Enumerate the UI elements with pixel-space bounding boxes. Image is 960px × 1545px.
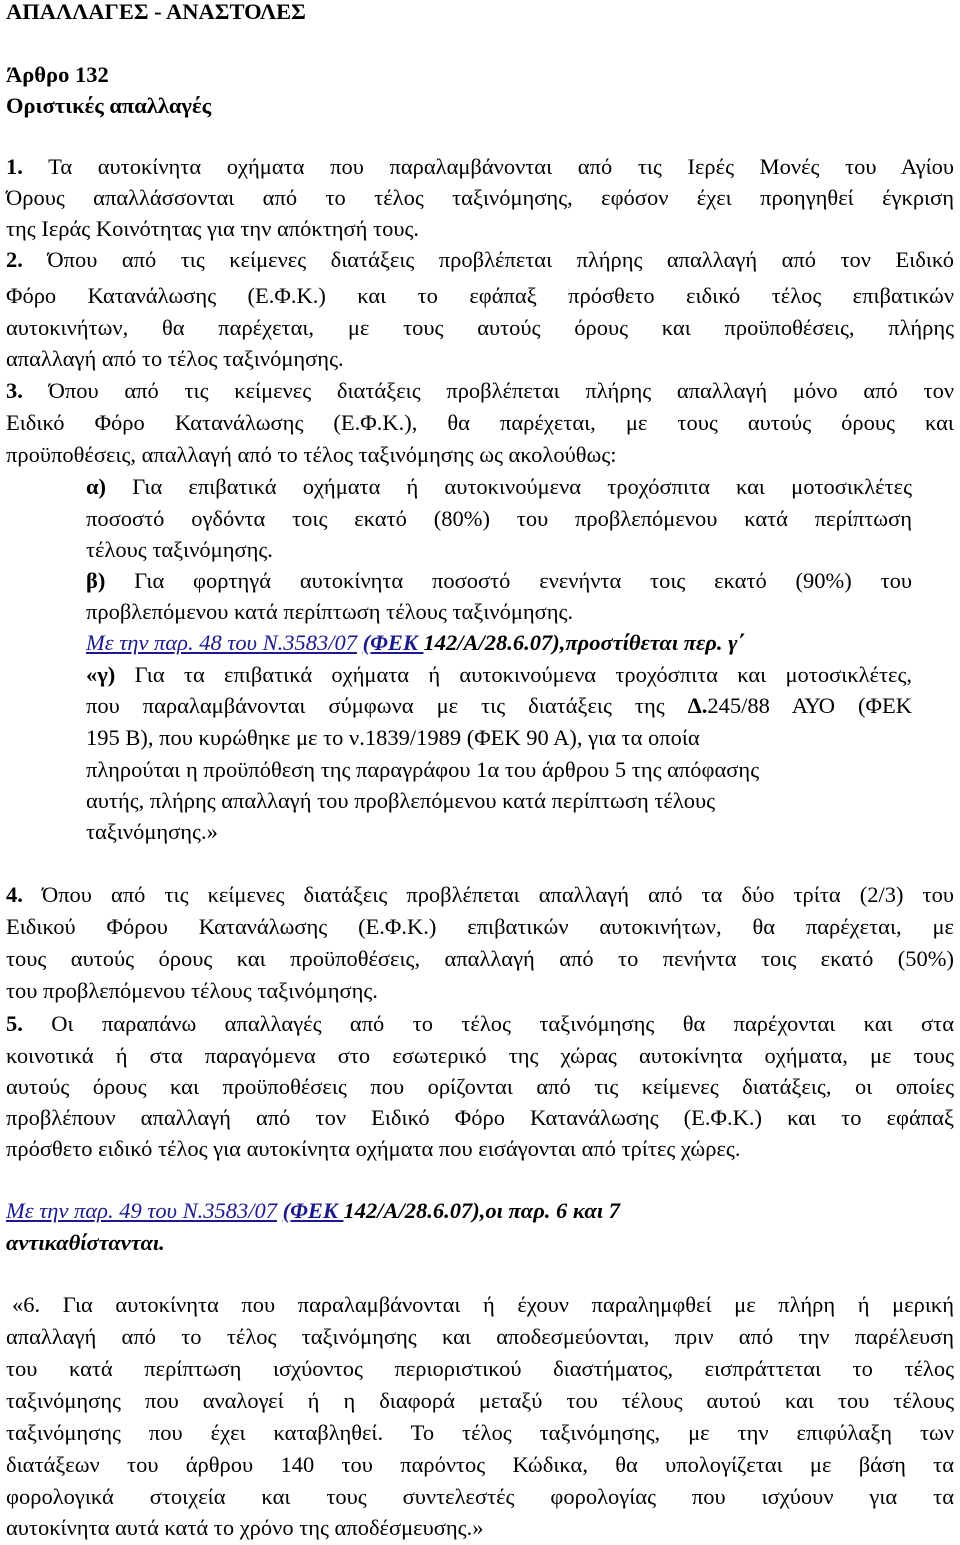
- paragraph-1-line: της Ιεράς Κοινότητας για την απόκτησή τους.: [6, 216, 420, 241]
- paragraph-5-line: προβλέπουν απαλλαγή από τον Ειδικό Φόρο Κατανάλωσης (Ε.Φ.Κ.) και το εφάπαξ: [6, 1105, 954, 1130]
- paragraph-3-line: Ειδικό Φόρο Κατανάλωσης (Ε.Φ.Κ.), θα παρέχεται, με τους αυτούς όρους και: [6, 410, 954, 435]
- paragraph-1-line: 1. Τα αυτοκίνητα οχήματα που παραλαμβάνονται από τις Ιερές Μονές του Αγίου: [6, 154, 955, 179]
- paragraph-number: 3.: [6, 378, 23, 403]
- paragraph-6-line: αυτοκίνητα αυτά κατά το χρόνο της αποδέσμευσης.»: [6, 1515, 484, 1540]
- paragraph-4-line: τους αυτούς όρους και προϋποθέσεις, απαλλαγή από το πενήντα τοις εκατό (50%): [6, 946, 954, 971]
- law-reference-link[interactable]: Με την παρ. 48 του Ν.3583/07: [86, 630, 357, 655]
- subparagraph-a-line: α) Για επιβατικά οχήματα ή αυτοκινούμενα τροχόσπιτα και μοτοσικλέτες: [86, 474, 913, 499]
- fek-reference-link[interactable]: (ΦΕΚ: [282, 1198, 344, 1223]
- paragraph-5-line: πρόσθετο ειδικό τέλος για αυτοκίνητα οχήματα που εισάγονται από τρίτες χώρες.: [6, 1136, 741, 1161]
- subparagraph-g-line: αυτής, πλήρης απαλλαγή του προβλεπόμενου κατά περίπτωση τέλους: [86, 788, 716, 813]
- paragraph-6-line: του κατά περίπτωση ισχύοντος περιοριστικού διαστήματος, εισπράττεται το τέλος: [6, 1356, 954, 1381]
- paragraph-5-line: κοινοτικά ή στα παραγόμενα στο εσωτερικό της χώρας αυτοκίνητα οχήματα, με τους: [6, 1043, 954, 1068]
- paragraph-3-line: προϋποθέσεις, απαλλαγή από το τέλος ταξινόμησης ως ακολούθως:: [6, 442, 617, 467]
- paragraph-number: 1.: [6, 154, 23, 179]
- article-title: Οριστικές απαλλαγές: [6, 93, 212, 118]
- subparagraph-label: β): [86, 568, 106, 593]
- paragraph-2-line: 2. Όπου από τις κείμενες διατάξεις προβλέπεται πλήρης απαλλαγή από τον Ειδικό: [6, 247, 955, 272]
- amendment-note: Με την παρ. 48 του Ν.3583/07 (ΦΕΚ 142/Α/28.6.07),προστίθεται περ. γ΄: [86, 630, 745, 655]
- paragraph-5-line: αυτούς όρους και προϋποθέσεις που ορίζονται από τις κείμενες διατάξεις, οι οποίες: [6, 1074, 954, 1099]
- article-number: Άρθρο 132: [6, 62, 109, 87]
- paragraph-2-line: Φόρο Κατανάλωσης (Ε.Φ.Κ.) και το εφάπαξ πρόσθετο ειδικό τέλος επιβατικών: [6, 283, 954, 308]
- paragraph-number: 2.: [6, 247, 23, 272]
- paragraph-2-line: απαλλαγή από το τέλος ταξινόμησης.: [6, 346, 344, 371]
- subparagraph-a-line: τέλους ταξινόμησης.: [86, 537, 273, 562]
- paragraph-3-line: 3. Όπου από τις κείμενες διατάξεις προβλέπεται πλήρης απαλλαγή μόνο από τον: [6, 378, 954, 403]
- paragraph-5-line: 5. Οι παραπάνω απαλλαγές από το τέλος ταξινόμησης θα παρέχονται και στα: [6, 1011, 955, 1036]
- subparagraph-g-line: που παραλαμβάνονται σύμφωνα με τις διατάξεις της Δ.245/88 ΑΥΟ (ΦΕΚ: [86, 693, 912, 718]
- paragraph-6-line: απαλλαγή από το τέλος ταξινόμησης και αποδεσμεύονται, πριν από την παρέλευση: [6, 1324, 954, 1349]
- amendment-note: Με την παρ. 49 του Ν.3583/07 (ΦΕΚ 142/Α/28.6.07),οι παρ. 6 και 7: [6, 1198, 620, 1223]
- subparagraph-b-line: β) Για φορτηγά αυτοκίνητα ποσοστό ενενήντα τοις εκατό (90%) του: [86, 568, 913, 593]
- subparagraph-label: α): [86, 474, 107, 499]
- subparagraph-a-line: ποσοστό ογδόντα τοις εκατό (80%) του προβλεπόμενου κατά περίπτωση: [86, 506, 912, 531]
- fek-reference-link[interactable]: (ΦΕΚ: [362, 630, 424, 655]
- subparagraph-g-line: ταξινόμησης.»: [86, 819, 218, 844]
- subparagraph-g-line: 195 Β), που κυρώθηκε με το ν.1839/1989 (ΦΕΚ 90 Α), για τα οποία: [86, 725, 700, 750]
- paragraph-6-line: ταξινόμησης που αναλογεί ή η διαφορά μεταξύ του τέλους αυτού και του τέλους: [6, 1388, 954, 1413]
- paragraph-2-line: αυτοκινήτων, θα παρέχεται, με τους αυτούς όρους και προϋποθέσεις, πλήρης: [6, 315, 954, 340]
- law-reference-link[interactable]: Με την παρ. 49 του Ν.3583/07: [6, 1198, 277, 1223]
- paragraph-6-line: φορολογικά στοιχεία και τους συντελεστές φορολογίας που ισχύουν για τα: [6, 1484, 954, 1509]
- subparagraph-g-line: πληρούται η προϋπόθεση της παραγράφου 1α του άρθρου 5 της απόφασης: [86, 757, 760, 782]
- paragraph-6-line: «6. Για αυτοκίνητα που παραλαμβάνονται ή έχουν παραλημφθεί με πλήρη ή μερική: [12, 1292, 954, 1317]
- paragraph-6-line: διατάξεων του άρθρου 140 του παρόντος Κώδικα, θα υπολογίζεται με βάση τα: [6, 1452, 954, 1477]
- subparagraph-b-line: προβλεπόμενου κατά περίπτωση τέλους ταξινόμησης.: [86, 599, 574, 624]
- paragraph-1-line: Όρους απαλλάσσονται από το τέλος ταξινόμησης, εφόσον έχει προηγηθεί έγκριση: [6, 185, 954, 210]
- paragraph-4-line: Ειδικού Φόρου Κατανάλωσης (Ε.Φ.Κ.) επιβατικών αυτοκινήτων, θα παρέχεται, με: [6, 914, 954, 939]
- paragraph-number: 5.: [6, 1011, 23, 1036]
- amendment-note-continuation: αντικαθίστανται.: [6, 1230, 165, 1255]
- paragraph-number: 4.: [6, 882, 23, 907]
- document-heading: ΑΠΑΛΛΑΓΕΣ - ΑΝΑΣΤΟΛΕΣ: [6, 0, 306, 24]
- subparagraph-label: «γ): [86, 662, 116, 687]
- paragraph-4-line: 4. Όπου από τις κείμενες διατάξεις προβλέπεται απαλλαγή από τα δύο τρίτα (2/3) του: [6, 882, 954, 907]
- paragraph-6-line: ταξινόμησης που έχει καταβληθεί. Το τέλος ταξινόμησης, με την επιφύλαξη των: [6, 1420, 954, 1445]
- subparagraph-g-line: «γ) Για τα επιβατικά οχήματα ή αυτοκινούμενα τροχόσπιτα και μοτοσικλέτες,: [86, 662, 913, 687]
- paragraph-4-line: του προβλεπόμενου τέλους ταξινόμησης.: [6, 978, 378, 1003]
